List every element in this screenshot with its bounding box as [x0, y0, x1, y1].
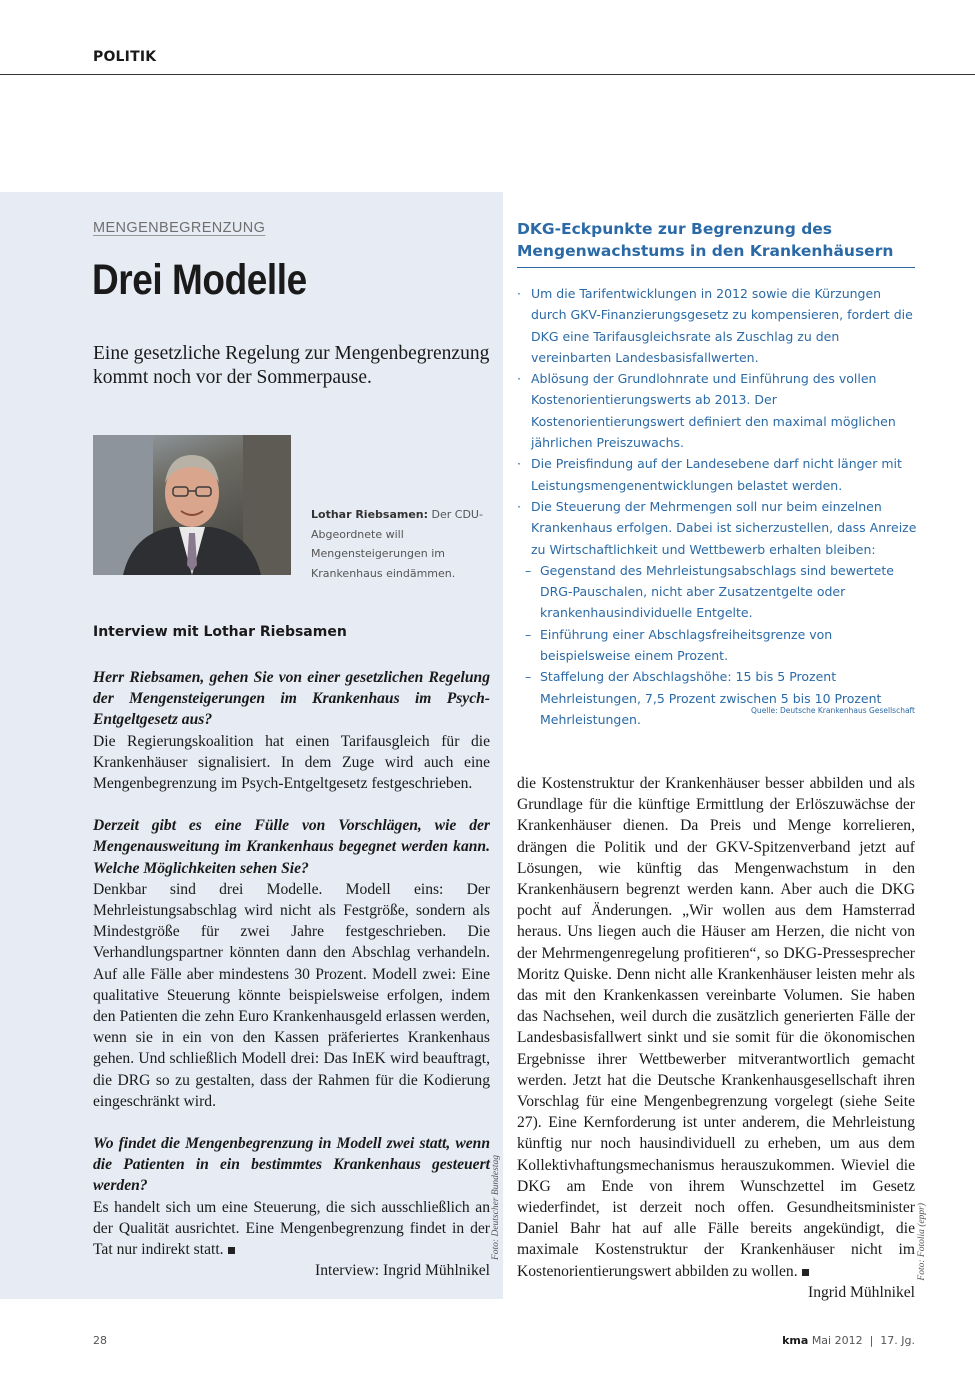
end-mark-icon — [802, 1269, 809, 1276]
footer-issue — [782, 1334, 915, 1347]
article-author: Ingrid Mühlnikel — [808, 1283, 915, 1301]
info-box-subitem: – Gegenstand des Mehrleistungsabschlags sind bewertete DRG-Pauschalen, nicht aber Zusatzentgelte oder krankenhausindividuelle Entgelte. — [517, 560, 917, 624]
article-title: Drei Modelle — [92, 256, 307, 304]
info-box-item: · Die Steuerung der Mehrmengen soll nur beim einzelnen Krankenhaus erfolgen. Dabei ist sicherzustellen, dass Anreize zu Wirtschaftlichkeit und Wettbewerb erhalten bleiben: — [517, 496, 917, 560]
interview-answer-1: Die Regierungskoalition hat einen Tarifausgleich für die Krankenhäuser signalisiert. In dem Zuge wird auch eine Mengenbegrenzung im Psych-Entgeltgesetz festgeschrieben. — [93, 732, 490, 793]
info-box-list — [517, 283, 917, 730]
info-box-subitem: – Staffelung der Abschlagshöhe: 15 bis 5 Prozent Mehrleistungen, 7,5 Prozent zwischen 5 bis 10 Prozent Mehrleistungen. — [517, 666, 917, 730]
article-kicker: MENGENBEGRENZUNG — [93, 220, 266, 236]
article-lead: Eine gesetzliche Regelung zur Mengenbegrenzung kommt noch vor der Sommerpause. — [93, 343, 490, 388]
interview-answer-2: Denkbar sind drei Modelle. Modell eins: Der Mehrleistungsabschlag wird nicht als Festgröße, sondern als Mindestgröße für zwei Jahre festgeschrieben. Die Verhandlungspartner könnten dann den Abschlag verhandeln. Auf alle Fälle aber mindestens 30 Prozent. Modell zwei: Eine qualitative Steuerung könnte beispielsweise erfolgen, indem den Patienten die zehn Euro Krankenhausgeld erlassen werden, wenn sie in ein von den Kassen präferiertes Krankenhaus gehen. Und schließlich Modell drei: Das InEK wird beauftragt, die DRG so zu gestalten, dass der Rahmen für die Kodierung eingeschränkt wird. — [93, 880, 490, 1110]
caption-text: Der CDU-Abgeordnete will Mengensteigerungen im Krankenhaus eindämmen. — [311, 508, 483, 580]
interview-question-1: Herr Riebsamen, gehen Sie von einer gesetzlichen Regelung der Mengensteigerungen im Krankenhaus im Psych-Entgeltgesetz aus? — [93, 669, 490, 729]
interview-heading: Interview mit Lothar Riebsamen — [93, 624, 347, 640]
photo-credit-left: Foto: Deutscher Bundestag — [491, 1155, 501, 1261]
interview-answer-3 — [93, 1197, 490, 1261]
caption-name: Lothar Riebsamen: — [311, 508, 429, 521]
end-mark-icon — [228, 1247, 235, 1254]
info-box-title: DKG-Eckpunkte zur Begrenzung des Mengenwachstums in den Krankenhäusern — [517, 220, 894, 260]
info-box-subitem: – Einführung einer Abschlagsfreiheitsgrenze von beispielsweise einem Prozent. — [517, 624, 917, 667]
info-box-item: · Die Preisfindung auf der Landesebene darf nicht länger mit Leistungsmengenentwicklungen belastet werden. — [517, 453, 917, 496]
photo-caption — [311, 505, 486, 583]
interview-column — [93, 667, 490, 1281]
footer-issue-text: Mai 2012 | 17. Jg. — [811, 1334, 915, 1347]
interview-question-2: Derzeit gibt es eine Fülle von Vorschlägen, wie der Mengenausweitung im Krankenhaus begegnet werden kann. Welche Möglichkeiten sehen Sie? — [93, 817, 490, 877]
info-box-item: · Ablösung der Grundlohnrate und Einführung des vollen Kostenorientierungswerts ab 2013. Der Kostenorientierungswert definiert den maximal möglichen jährlichen Preiszuwachs. — [517, 368, 917, 453]
section-label: POLITIK — [93, 49, 157, 65]
info-box-rule — [517, 267, 915, 268]
footer-brand: kma — [782, 1334, 809, 1347]
article-body-column — [517, 773, 915, 1303]
interview-byline: Interview: Ingrid Mühlnikel — [315, 1262, 490, 1280]
portrait-photo — [93, 435, 291, 575]
page-number: 28 — [93, 1334, 107, 1347]
body-text: die Kostenstruktur der Krankenhäuser besser abbilden und als Grundlage für die künftige Ermittlung der Erlöszuwächse der Krankenhäuser dienen. Da Preis und Menge korrelieren, drängen die Politik und der GKV-Spitzenverband jetzt auf Lösungen, wie künftig das Mengenwachstum in den Krankenhäusern begrenzt werden kann. Aber auch die DKG pocht auf Änderungen. „Wir wollen aus dem Hamsterrad heraus. Uns liegen auch die Häuser am Herzen, die nicht von der Mehrmengenregelung profitieren“, so DKG-Pressesprecher Moritz Quiske. Denn nicht alle Krankenhäuser leisten mehr als das mit den Krankenkassen vereinbarte Volumen. Sie haben das Nachsehen, weil durch die zusätzlich generierten Fälle der Landesbasisfallwert sinkt und sie somit für die ökonomischen Ergebnisse ihrer Wettbewerber mitverantwortlich gemacht werden. Jetzt hat die Deutsche Krankenhausgesellschaft ihren Vorschlag für eine Mengenbegrenzung vorgelegt (siehe Seite 27). Eine Kernforderung ist unter anderem, die Mehrleistung künftig nur noch hausindividuell zu erheben, um aus dem Kollektivhaftungsmechanismus herauszukommen. Wieviel die DKG am Ende von ihrem Wunschzettel im Gesetz wiederfindet, ist derzeit noch offen. Gesundheitsminister Daniel Bahr hat auf alle Fälle bereits angekündigt, die maximale Kostenstruktur der Krankenhäuser nicht im Kostenorientierungswert abbilden zu wollen. — [517, 775, 915, 1280]
top-rule — [0, 74, 975, 75]
article-body-text — [517, 773, 915, 1282]
interview-question-3: Wo findet die Mengenbegrenzung in Modell zwei statt, wenn die Patienten in ein bestimmtes Krankenhaus gesteuert werden? — [93, 1135, 490, 1195]
info-box-item: · Um die Tarifentwicklungen in 2012 sowie die Kürzungen durch GKV-Finanzierungsgesetz zu kompensieren, fordert die DKG eine Tarifausgleichsrate als Zuschlag zu den vereinbarten Landesbasisfallwerten. — [517, 283, 917, 368]
photo-credit-right: Foto: Fotolia (eppr) — [917, 1203, 927, 1281]
info-box-source: Quelle: Deutsche Krankenhaus Gesellschaft — [751, 706, 915, 715]
portrait-illustration — [93, 435, 291, 575]
answer-3-text: Es handelt sich um eine Steuerung, die sich ausschließlich an der Qualität ausrichtet. Eine Mengenbegrenzung findet in der Tat nur indirekt statt. — [93, 1198, 490, 1259]
